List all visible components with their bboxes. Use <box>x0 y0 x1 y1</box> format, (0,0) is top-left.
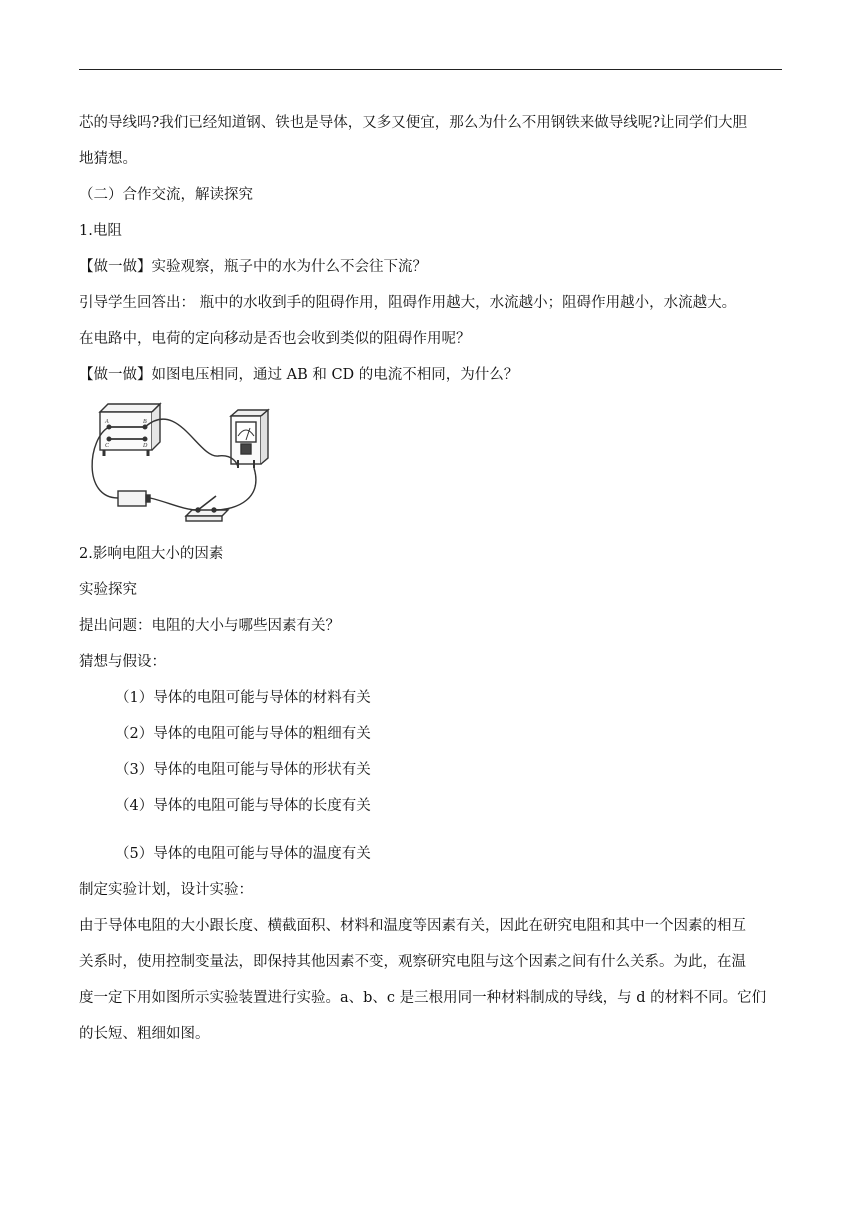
subsection-heading: 2.影响电阻大小的因素 <box>79 546 224 562</box>
paragraph-line: 制定实验计划，设计实验： <box>79 882 253 898</box>
hypothesis-item: （3）导体的电阻可能与导体的形状有关 <box>115 762 371 778</box>
paragraph-line: 关系时，使用控制变量法，即保持其他因素不变，观察研究电阻与这个因素之间有什么关系。为此，在温 <box>79 954 746 970</box>
hypothesis-item: （4）导体的电阻可能与导体的长度有关 <box>115 798 371 814</box>
paragraph-line: 在电路中，电荷的定向移动是否也会收到类似的阻碍作用呢？ <box>79 331 471 347</box>
paragraph-line: 地猜想。 <box>79 151 137 167</box>
header-rule <box>79 69 782 70</box>
subsection-heading: 1.电阻 <box>79 223 122 239</box>
paragraph-line: 引导学生回答出： 瓶中的水收到手的阻碍作用，阻碍作用越大，水流越小；阻碍作用越小，水流越大。 <box>79 295 737 311</box>
paragraph-line: 提出问题：电阻的大小与哪些因素有关？ <box>79 618 340 634</box>
paragraph-line: 度一定下用如图所示实验装置进行实验。a、b、c 是三根用同一种材料制成的导线，与 d 的材料不同。它们 <box>79 990 767 1006</box>
section-heading: （二）合作交流，解读探究 <box>79 187 253 203</box>
terminal-label-a: A <box>105 419 109 425</box>
paragraph-line: 的长短、粗细如图。 <box>79 1026 210 1042</box>
hypothesis-item: （5）导体的电阻可能与导体的温度有关 <box>115 846 371 862</box>
paragraph-line: 猜想与假设： <box>79 654 166 670</box>
terminal-label-b: B <box>143 419 147 425</box>
activity-line: 【做一做】如图电压相同，通过 AB 和 CD 的电流不相同，为什么？ <box>79 367 519 383</box>
terminal-label-c: C <box>105 443 110 449</box>
activity-line: 【做一做】实验观察，瓶子中的水为什么不会往下流？ <box>79 259 427 275</box>
paragraph-line: 芯的导线吗?我们已经知道钢、铁也是导体，又多又便宜，那么为什么不用钢铁来做导线呢?让同学们大胆 <box>79 115 748 131</box>
terminal-label-d: D <box>143 443 148 449</box>
hypothesis-item: （2）导体的电阻可能与导体的粗细有关 <box>115 726 371 742</box>
circuit-figure <box>88 398 274 524</box>
hypothesis-item: （1）导体的电阻可能与导体的材料有关 <box>115 690 371 706</box>
paragraph-line: 由于导体电阻的大小跟长度、横截面积、材料和温度等因素有关，因此在研究电阻和其中一个因素的相互 <box>79 918 746 934</box>
paragraph-line: 实验探究 <box>79 582 137 598</box>
